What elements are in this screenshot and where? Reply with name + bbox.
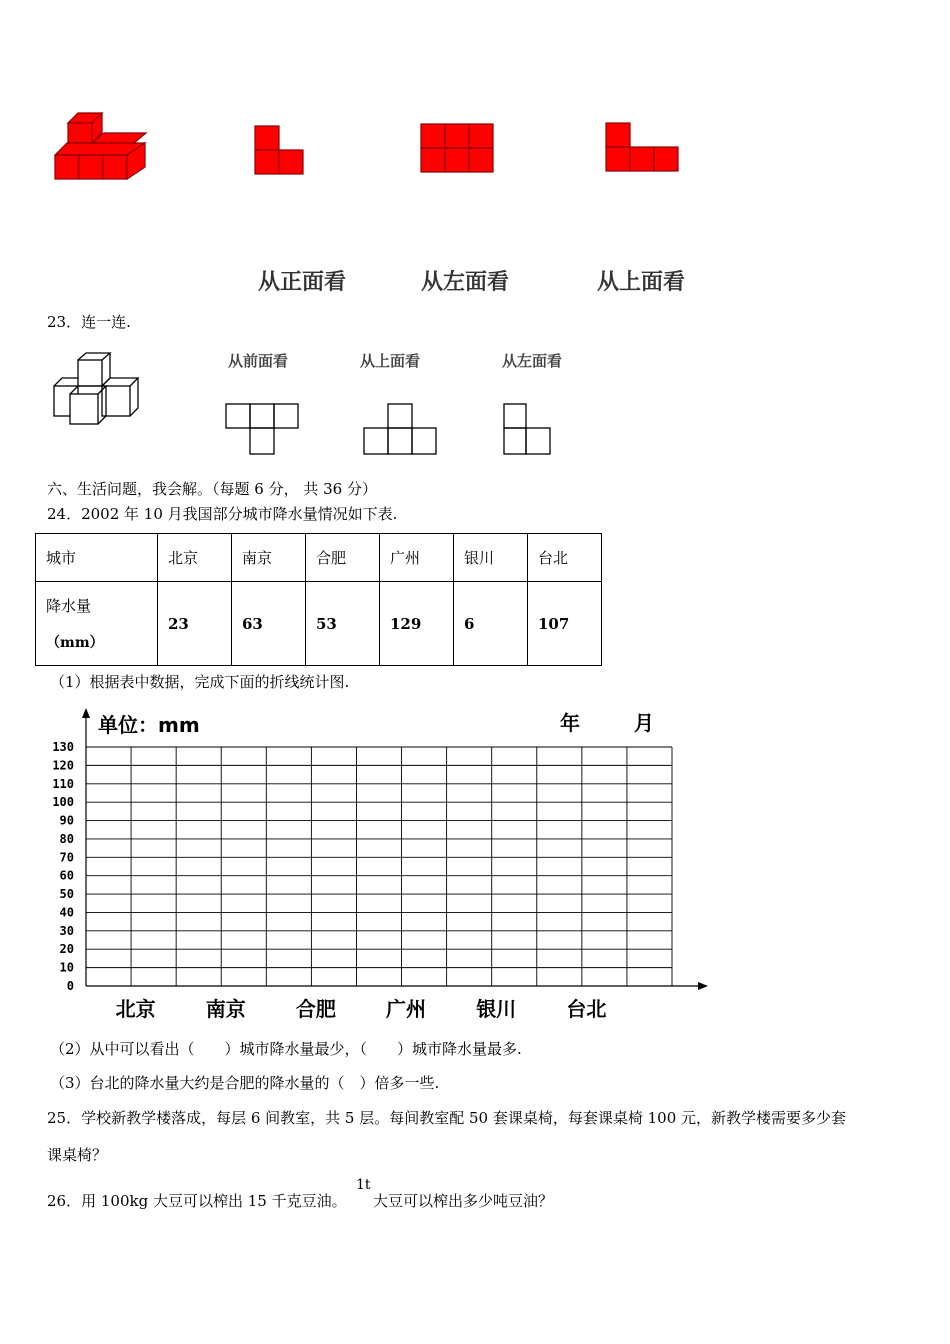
table-value: 107	[528, 582, 602, 666]
table-value: 63	[232, 582, 306, 666]
y-axis-arrow	[82, 708, 90, 718]
q23-label-left: 从左面看	[502, 352, 563, 370]
q26-text-b: 大豆可以榨出多少吨豆油？	[373, 1192, 554, 1210]
q26-text-a: 26．用 100kg 大豆可以榨出 15 千克豆油。	[47, 1192, 347, 1210]
q24-part2: （2）从中可以看出（ ）城市降水量最少，（ ）城市降水量最多.	[50, 1040, 522, 1058]
y-tick-label: 120	[52, 758, 74, 773]
table-value: 6	[454, 582, 528, 666]
table-city: 合肥	[306, 534, 380, 582]
table-row-label	[36, 582, 158, 666]
q26-superscript: 1t	[356, 1177, 371, 1193]
table-value: 53	[306, 582, 380, 666]
q24-part1: （1）根据表中数据，完成下面的折线统计图.	[50, 673, 350, 691]
x-tick-label: 银川	[476, 997, 517, 1021]
section6-title: 六、生活问题，我会解。（每题 6 分， 共 36 分）	[47, 480, 377, 498]
y-tick-label: 40	[59, 905, 74, 920]
q23-view-shape-2	[362, 402, 440, 456]
y-tick-label: 30	[59, 923, 74, 938]
chart-unit-label: 单位：mm	[98, 713, 200, 737]
x-tick-label: 南京	[205, 997, 246, 1021]
row-label-text: 降水量	[46, 597, 92, 615]
q23-label-front: 从前面看	[228, 352, 289, 370]
y-tick-label: 70	[59, 850, 74, 865]
x-tick-label: 北京	[115, 997, 156, 1021]
row-label-unit: （mm）	[46, 635, 104, 651]
y-tick-label: 50	[59, 887, 74, 902]
table-header-label: 城市	[36, 534, 158, 582]
y-tick-label: 0	[66, 979, 74, 993]
cube-3d-figure	[50, 105, 155, 185]
table-city: 北京	[158, 534, 232, 582]
q24-part3: （3）台北的降水量大约是合肥的降水量的（ ）倍多一些.	[50, 1074, 440, 1092]
y-tick-label: 90	[59, 813, 74, 828]
table-value: 129	[380, 582, 454, 666]
x-tick-label: 台北	[566, 997, 607, 1021]
q23-label-top: 从上面看	[360, 352, 421, 370]
y-tick-label: 110	[52, 776, 74, 791]
rainfall-line-chart	[40, 700, 720, 1030]
table-value: 23	[158, 582, 232, 666]
top-view-shape	[604, 121, 682, 173]
q25-line1: 25．学校新教学楼落成，每层 6 间教室，共 5 层。每间教室配 50 套课桌椅，每套课桌椅 100 元，新教学楼需要多少套	[47, 1109, 847, 1127]
table-city: 台北	[528, 534, 602, 582]
rainfall-table	[35, 533, 602, 666]
y-tick-label: 60	[59, 868, 74, 883]
x-tick-label: 广州	[386, 997, 427, 1021]
y-tick-label: 80	[59, 831, 74, 846]
q23-view-shape-3	[502, 402, 556, 456]
y-tick-label: 10	[59, 960, 74, 975]
table-city: 广州	[380, 534, 454, 582]
view-label-left: 从左面看	[421, 270, 510, 295]
x-tick-label: 合肥	[295, 997, 336, 1021]
view-label-front: 从正面看	[258, 270, 347, 295]
q23-view-shape-1	[224, 402, 302, 456]
x-axis-arrow	[698, 982, 708, 990]
table-city: 银川	[454, 534, 528, 582]
y-tick-label: 100	[52, 795, 74, 810]
q25-line2: 课桌椅？	[47, 1146, 108, 1164]
q24-title: 24．2002 年 10 月我国部分城市降水量情况如下表.	[47, 505, 398, 523]
y-tick-label: 130	[52, 740, 74, 754]
front-view-shape	[253, 124, 305, 176]
chart-year-label: 年	[560, 711, 580, 735]
table-city: 南京	[232, 534, 306, 582]
left-view-shape	[419, 122, 495, 174]
chart-month-label: 月	[634, 711, 654, 735]
y-tick-label: 20	[59, 942, 74, 957]
q23-cube-figure	[50, 350, 150, 430]
view-label-top: 从上面看	[597, 270, 686, 295]
q23-title: 23．连一连.	[47, 313, 131, 331]
